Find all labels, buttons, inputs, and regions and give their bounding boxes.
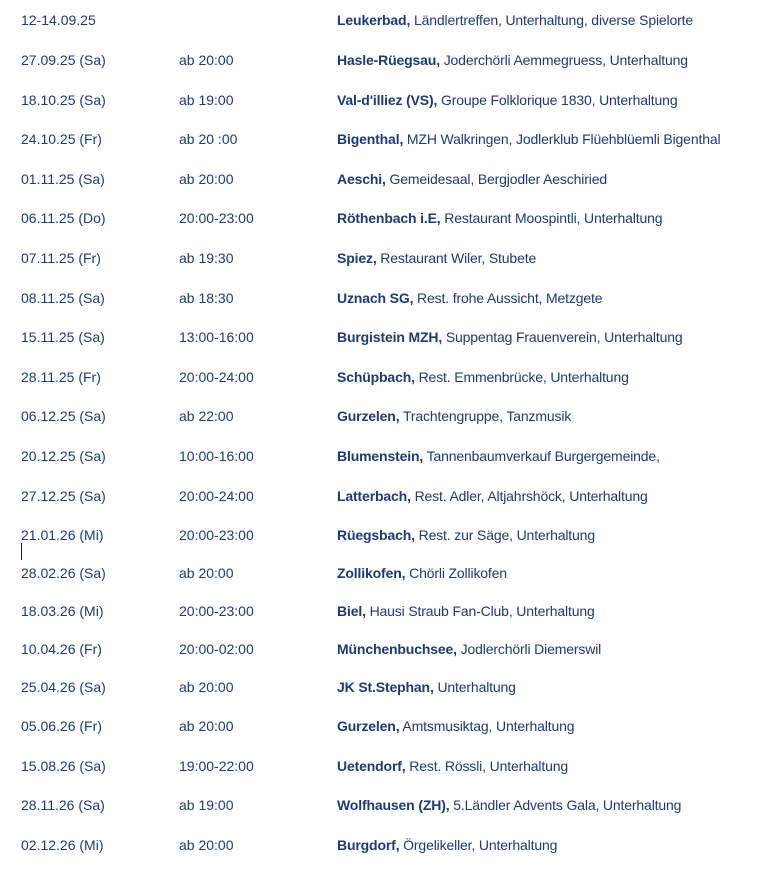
event-description	[337, 246, 536, 270]
event-place-separator: ,	[399, 131, 404, 147]
event-details: Restaurant Wiler, Stubete	[376, 250, 537, 266]
event-place: Uetendorf,	[337, 758, 406, 774]
event-row	[0, 167, 772, 191]
event-description	[337, 286, 602, 310]
event-details: Hausi Straub Fan-Club, Unterhaltung	[365, 603, 595, 619]
event-time: ab 20:00	[179, 52, 234, 68]
event-row	[0, 404, 772, 428]
event-details: Chörli Zollikofen	[405, 565, 507, 581]
event-description	[337, 206, 662, 230]
event-place: Aeschi	[337, 171, 383, 187]
event-details: Rest. frohe Aussicht, Metzgete	[413, 290, 603, 306]
event-row	[0, 444, 772, 468]
event-place: Rüegsbach	[337, 527, 412, 543]
event-place-separator: ,	[401, 565, 406, 581]
event-details: Trachtengruppe, Tanzmusik	[399, 408, 572, 424]
event-description	[337, 88, 677, 112]
event-date: 27.12.25 (Sa)	[21, 488, 106, 504]
event-place: Biel	[337, 603, 363, 619]
event-time: ab 20:00	[179, 837, 234, 853]
event-details: Rest. Rössli, Unterhaltung	[405, 758, 568, 774]
event-place: Val-d'illiez (VS)	[337, 92, 434, 108]
event-place: Burgistein MZH	[337, 329, 439, 345]
event-description	[337, 637, 601, 661]
event-place-separator: ,	[436, 52, 440, 68]
event-description	[337, 754, 568, 778]
event-time: ab 20 :00	[179, 131, 238, 147]
event-place-separator: ,	[362, 603, 366, 619]
event-description	[337, 675, 516, 699]
event-place: Wolfhausen (ZH)	[337, 797, 446, 813]
event-date: 18.03.26 (Mi)	[21, 603, 104, 619]
event-time: 10:00-16:00	[179, 448, 254, 464]
event-time: ab 19:00	[179, 797, 234, 813]
event-place-separator: ,	[438, 329, 443, 345]
event-details: Örgelikeller, Unterhaltung	[399, 837, 558, 853]
event-row	[0, 599, 772, 623]
event-row	[0, 675, 772, 699]
event-place-separator: ,	[433, 92, 438, 108]
event-details: Rest. Adler, Altjahrshöck, Unterhaltung	[410, 488, 648, 504]
event-description	[337, 325, 683, 349]
event-details: Jodlerchörli Diemerswil	[456, 641, 602, 657]
event-date: 24.10.25 (Fr)	[21, 131, 102, 147]
event-place-separator: ,	[419, 448, 424, 464]
event-row	[0, 127, 772, 151]
event-date: 06.12.25 (Sa)	[21, 408, 106, 424]
event-row	[0, 8, 772, 32]
event-place: Burgdorf	[337, 837, 396, 853]
event-row	[0, 48, 772, 72]
event-place-separator: ,	[409, 290, 414, 306]
event-date: 05.06.26 (Fr)	[21, 718, 102, 734]
event-row	[0, 286, 772, 310]
event-place: Schüpbach	[337, 369, 412, 385]
event-date: 21.01.26 (Mi)	[21, 527, 104, 543]
event-details: Unterhaltung	[433, 679, 516, 695]
event-row	[0, 484, 772, 508]
event-place-separator: ,	[411, 527, 415, 543]
event-details: Groupe Folklorique 1830, Unterhaltung	[437, 92, 678, 108]
event-place: Gurzelen	[337, 408, 396, 424]
event-date: 12-14.09.25	[21, 12, 96, 28]
event-place-separator: ,	[411, 369, 415, 385]
event-details: Suppentag Frauenverein, Unterhaltung	[442, 329, 683, 345]
event-date: 15.11.25 (Sa)	[21, 329, 105, 345]
event-place-separator: ,	[382, 171, 386, 187]
event-time: 20:00-24:00	[179, 488, 254, 504]
event-time: 20:00-23:00	[179, 603, 254, 619]
event-description	[337, 484, 648, 508]
event-row	[0, 246, 772, 270]
event-date: 07.11.25 (Fr)	[21, 250, 101, 266]
event-description	[337, 444, 660, 468]
event-place: Hasle-Rüegsau	[337, 52, 437, 68]
event-details: Rest. Emmenbrücke, Unterhaltung	[414, 369, 629, 385]
event-time: ab 19:30	[179, 250, 234, 266]
event-row	[0, 637, 772, 661]
event-place-separator: ,	[445, 797, 450, 813]
event-date: 28.11.26 (Sa)	[21, 797, 105, 813]
event-date: 08.11.25 (Sa)	[21, 290, 105, 306]
event-date: 20.12.25 (Sa)	[21, 448, 106, 464]
event-description	[337, 8, 693, 32]
event-place-separator: ,	[395, 408, 400, 424]
event-details: Joderchörli Aemmegruess, Unterhaltung	[439, 52, 688, 68]
event-date: 27.09.25 (Sa)	[21, 52, 106, 68]
event-description	[337, 365, 629, 389]
event-description	[337, 167, 607, 191]
event-row	[0, 561, 772, 585]
event-description	[337, 127, 720, 151]
event-place-separator: ,	[395, 837, 400, 853]
event-place-separator: ,	[407, 488, 411, 504]
event-place: Leukerbad	[337, 12, 407, 28]
event-time: 20:00-24:00	[179, 369, 254, 385]
event-row	[0, 88, 772, 112]
event-place-separator: ,	[406, 12, 411, 28]
event-place: Blumenstein	[337, 448, 420, 464]
event-time: 20:00-02:00	[179, 641, 254, 657]
event-place-separator: ,	[436, 210, 441, 226]
event-row	[0, 365, 772, 389]
event-row	[0, 714, 772, 738]
event-place: Zollikofen	[337, 565, 402, 581]
event-place: Münchenbuchsee	[337, 641, 454, 657]
event-time: ab 22:00	[179, 408, 234, 424]
event-description	[337, 404, 571, 428]
event-time: 13:00-16:00	[179, 329, 254, 345]
event-place: JK St.Stephan,	[337, 679, 434, 695]
event-time: ab 20:00	[179, 565, 234, 581]
event-description	[337, 833, 557, 857]
event-row	[0, 833, 772, 857]
event-place-separator: ,	[453, 641, 457, 657]
event-details: Tannenbaumverkauf Burgergemeinde,	[423, 448, 660, 464]
event-place: Röthenbach i.E	[337, 210, 437, 226]
event-time: ab 20:00	[179, 679, 234, 695]
event-place: Spiez,	[337, 250, 377, 266]
event-time: ab 18:30	[179, 290, 234, 306]
event-details: 5.Ländler Advents Gala, Unterhaltung	[449, 797, 682, 813]
event-row	[0, 754, 772, 778]
event-date: 01.11.25 (Sa)	[21, 171, 105, 187]
event-details: Amtsmusiktag, Unterhaltung	[399, 718, 575, 734]
event-place: Gurzelen,	[337, 718, 400, 734]
text-cursor	[21, 543, 22, 560]
event-description	[337, 714, 574, 738]
event-place: Uznach SG	[337, 290, 410, 306]
event-description	[337, 48, 688, 72]
event-time: 20:00-23:00	[179, 210, 254, 226]
event-place: Bigenthal	[337, 131, 400, 147]
event-description	[337, 561, 507, 585]
event-details: Restaurant Moospintli, Unterhaltung	[440, 210, 663, 226]
event-details: Rest. zur Säge, Unterhaltung	[414, 527, 595, 543]
event-time: 19:00-22:00	[179, 758, 254, 774]
event-description	[337, 793, 681, 817]
event-time: ab 19:00	[179, 92, 234, 108]
event-date: 28.02.26 (Sa)	[21, 565, 106, 581]
event-row	[0, 325, 772, 349]
event-time: ab 20:00	[179, 718, 234, 734]
event-place: Latterbach	[337, 488, 408, 504]
event-details: Gemeidesaal, Bergjodler Aeschiried	[385, 171, 607, 187]
event-time: 20:00-23:00	[179, 527, 254, 543]
event-details: MZH Walkringen, Jodlerklub Flüehblüemli Bigenthal	[403, 131, 721, 147]
event-date: 18.10.25 (Sa)	[21, 92, 106, 108]
event-date: 06.11.25 (Do)	[21, 210, 106, 226]
event-date: 15.08.26 (Sa)	[21, 758, 106, 774]
event-details: Ländlertreffen, Unterhaltung, diverse Spielorte	[410, 12, 694, 28]
event-row	[0, 793, 772, 817]
event-description	[337, 599, 595, 623]
event-time: ab 20:00	[179, 171, 234, 187]
event-date: 10.04.26 (Fr)	[21, 641, 102, 657]
event-date: 25.04.26 (Sa)	[21, 679, 106, 695]
event-date: 28.11.25 (Fr)	[21, 369, 101, 385]
event-date: 02.12.26 (Mi)	[21, 837, 104, 853]
event-row	[0, 523, 772, 547]
event-description	[337, 523, 595, 547]
event-row	[0, 206, 772, 230]
